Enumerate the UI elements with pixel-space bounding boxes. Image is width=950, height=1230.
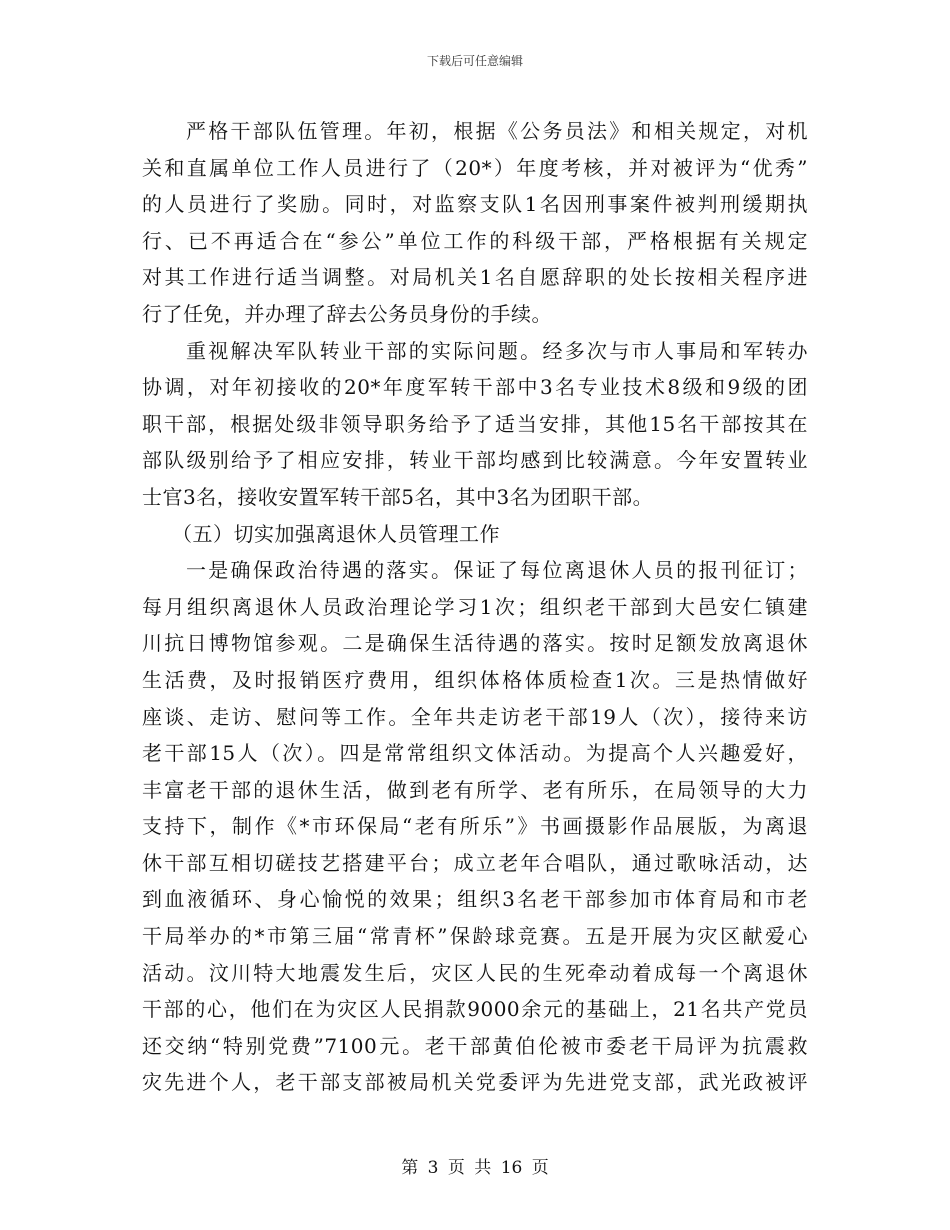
text-line: 干部的心，他们在为灾区人民捐款9000余元的基础上，21名共产党员 <box>142 997 808 1022</box>
text-line: 生活费，及时报销医疗费用，组织体格体质检查1次。三是热情做好 <box>142 667 808 692</box>
text-line: 活动。汶川特大地震发生后，灾区人民的生死牵动着成每一个离退休 <box>142 960 808 985</box>
text-line: 重视解决军队转业干部的实际问题。经多次与市人事局和军转办 <box>186 338 808 363</box>
text-line: 士官3名，接收安置军转干部5名，其中3名为团职干部。 <box>142 484 654 509</box>
text-line: 一是确保政治待遇的落实。保证了每位离退休人员的报刊征订； <box>186 558 808 583</box>
text-line: 老干部15人（次）。四是常常组织文体活动。为提高个人兴趣爱好， <box>142 741 808 766</box>
page-header-note: 下载后可任意编辑 <box>426 54 523 68</box>
text-line: 丰富老干部的退休生活，做到老有所学、老有所乐，在局领导的大力 <box>142 777 808 802</box>
text-line: 到血液循环、身心愉悦的效果；组织3名老干部参加市体育局和市老 <box>142 887 808 912</box>
text-line: 部队级别给予了相应安排，转业干部均感到比较满意。今年安置转业 <box>142 448 808 473</box>
text-line: 每月组织离退休人员政治理论学习1次；组织老干部到大邑安仁镇建 <box>142 594 808 619</box>
text-line: 座谈、走访、慰问等工作。全年共走访老干部19人（次），接待来访 <box>142 704 808 729</box>
page-number-footer: 第 3 页 共 16 页 <box>401 1158 549 1178</box>
text-line: 职干部，根据处级非领导职务给予了适当安排，其他15名干部按其在 <box>142 411 808 436</box>
text-line: 的人员进行了奖励。同时，对监察支队1名因刑事案件被判刑缓期执 <box>142 192 808 217</box>
text-line: 川抗日博物馆参观。二是确保生活待遇的落实。按时足额发放离退休 <box>142 631 808 656</box>
section-heading: （五）切实加强离退休人员管理工作 <box>172 521 500 546</box>
text-line: 灾先进个人，老干部支部被局机关党委评为先进党支部，武光政被评 <box>142 1070 808 1095</box>
text-line: 行了任免，并办理了辞去公务员身份的手续。 <box>142 301 552 326</box>
text-line: 休干部互相切磋技艺搭建平台；成立老年合唱队，通过歌咏活动，达 <box>142 850 808 875</box>
text-line: 严格干部队伍管理。年初，根据《公务员法》和相关规定，对机 <box>186 119 808 143</box>
document-body <box>142 113 808 1101</box>
text-line: 还交纳“特别党费”7100元。老干部黄伯伦被市委老干局评为抗震救 <box>142 1033 808 1058</box>
text-line: 干局举办的*市第三届“常青杯”保龄球竞赛。五是开展为灾区献爱心 <box>142 924 808 949</box>
text-line: 支持下，制作《*市环保局“老有所乐”》书画摄影作品展版，为离退 <box>142 814 808 839</box>
text-line: 行、已不再适合在“参公”单位工作的科级干部，严格根据有关规定 <box>142 228 808 253</box>
text-line: 对其工作进行适当调整。对局机关1名自愿辞职的处长按相关程序进 <box>142 265 808 290</box>
text-line: 协调，对年初接收的20*年度军转干部中3名专业技术8级和9级的团 <box>142 375 808 400</box>
text-line: 关和直属单位工作人员进行了（20*）年度考核，并对被评为“优秀” <box>142 155 808 180</box>
